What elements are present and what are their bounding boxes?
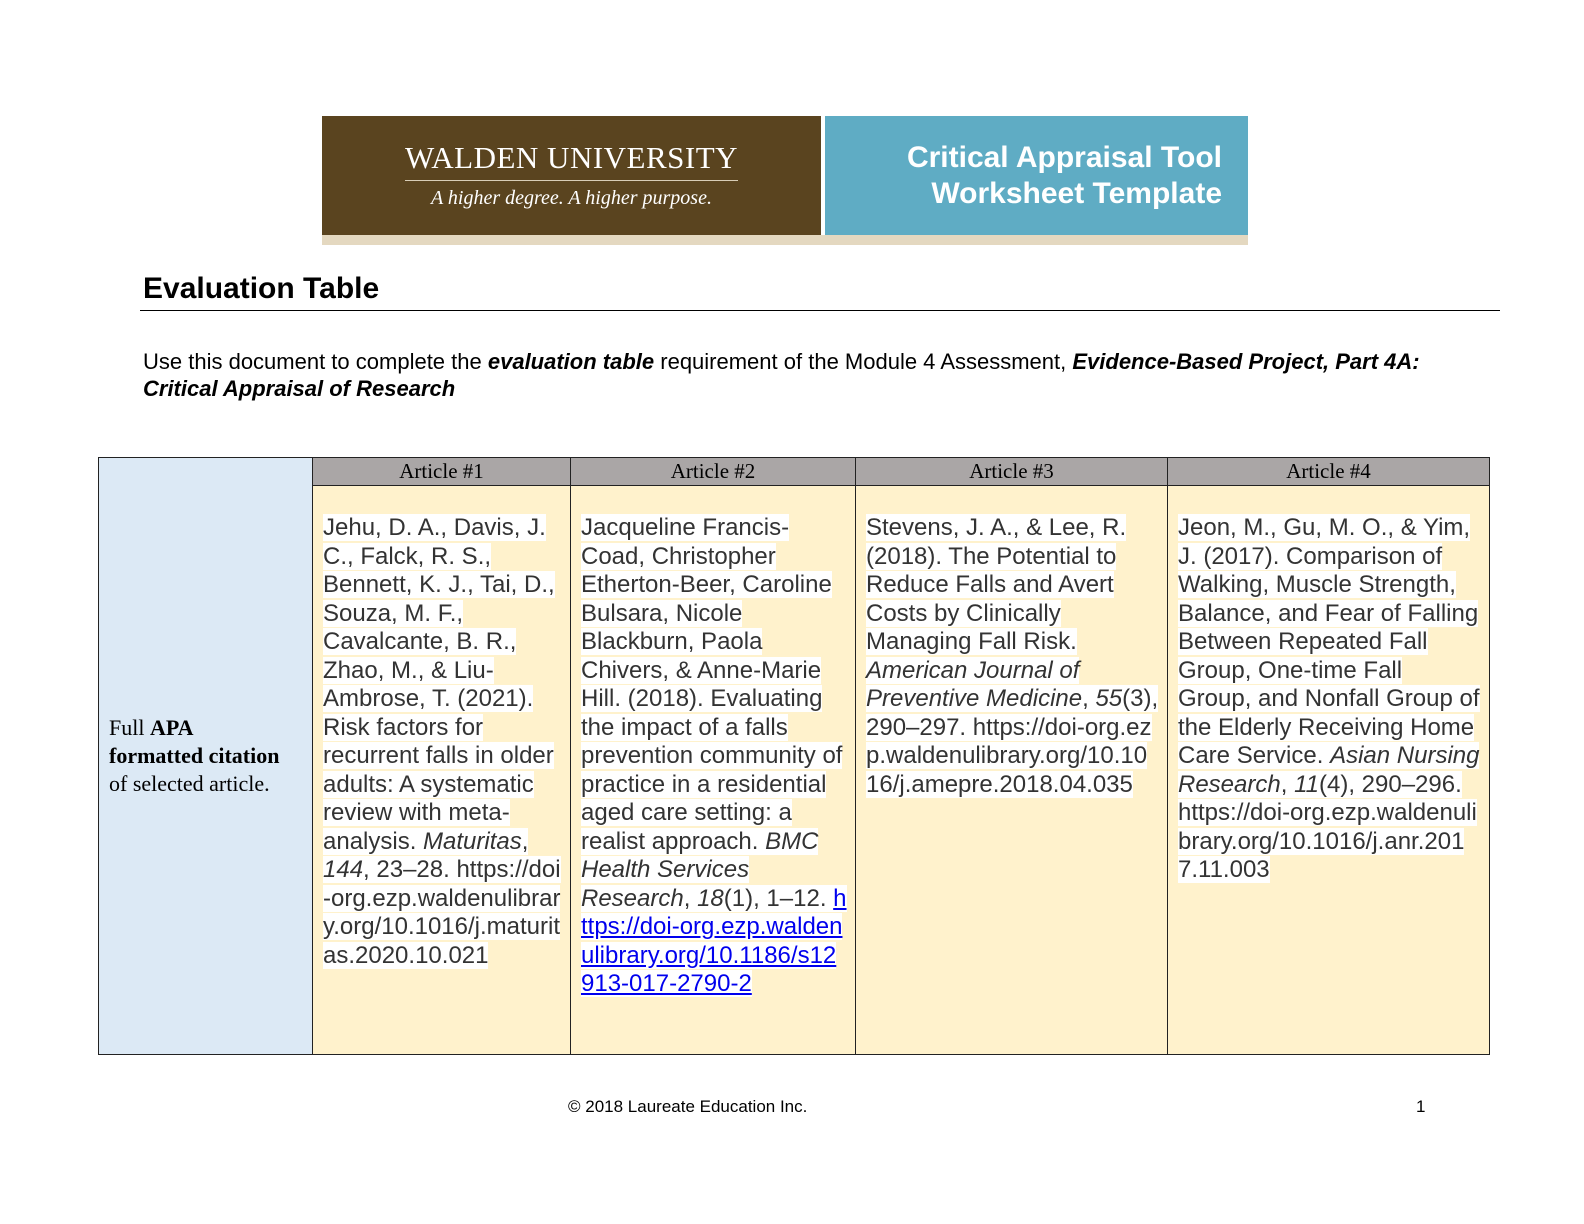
evaluation-table <box>98 457 1490 1055</box>
citation-3-text: Stevens, J. A., & Lee, R. (2018). The Potential to Reduce Falls and Avert Costs by Clinically Managing Fall Risk. <box>866 514 1127 655</box>
citation-4-journal: Asian Nursing Research <box>1178 742 1480 798</box>
citation-cell-article-4 <box>1168 486 1490 1055</box>
row-label-citation <box>99 458 313 1055</box>
intro-emphasis-2: Evidence-Based Project, Part 4A: Critical Appraisal of Research <box>143 349 1420 401</box>
citation-1-journal: Maturitas <box>423 827 522 855</box>
footer-copyright: © 2018 Laureate Education Inc. <box>568 1097 808 1116</box>
citation-3-rest: (3), 290–297. https://doi-org.ezp.waldenulibrary.org/10.1016/j.amepre.2018.04.035 <box>866 685 1159 798</box>
citation-cell-article-2 <box>571 486 856 1055</box>
citation-1-rest: , 23–28. https://doi-org.ezp.waldenulibrary.org/10.1016/j.maturitas.2020.10.021 <box>323 856 561 969</box>
citation-2-volume: 18 <box>697 884 724 912</box>
banner-title-line2: Worksheet Template <box>931 176 1222 210</box>
citation-4-rest: (4), 290–296. https://doi-org.ezp.waldenulibrary.org/10.1016/j.anr.2017.11.003 <box>1178 770 1477 883</box>
citation-4-sep: , <box>1280 770 1295 798</box>
citation-1-volume: 144 <box>323 856 364 883</box>
row-label-bold-formatted: formatted citation <box>109 743 280 768</box>
citation-2-journal: BMC Health Services Research <box>581 827 819 912</box>
logo-tagline: A higher degree. A higher purpose. <box>431 186 712 209</box>
citation-2-doi-link[interactable]: https://doi-org.ezp.waldenulibrary.org/10.1186/s12913-017-2790-2 <box>581 884 847 997</box>
row-label-pre: Full <box>109 715 150 740</box>
citation-3-journal: American Journal of Preventive Medicine <box>866 656 1083 712</box>
banner-title-panel <box>825 116 1248 235</box>
footer-page-number: 1 <box>1416 1097 1426 1116</box>
column-header-article-4: Article #4 <box>1168 458 1490 486</box>
citation-1-text: Jehu, D. A., Davis, J. C., Falck, R. S., Bennett, K. J., Tai, D., Souza, M. F., Cavalcante, B. R., Zhao, M., & Liu-Ambrose, T. (2021). Risk factors for recurrent falls in older adults: A systematic review with meta-analysis. <box>323 514 555 855</box>
header-row <box>99 458 1490 486</box>
column-header-article-1: Article #1 <box>313 458 571 486</box>
header-banner <box>322 116 1248 245</box>
intro-text-2: requirement of the Module 4 Assessment, <box>654 349 1073 374</box>
citation-cell-article-3 <box>856 486 1168 1055</box>
section-title: Evaluation Table <box>143 272 380 305</box>
banner-strip <box>322 235 1248 245</box>
citation-cell-article-1 <box>313 486 571 1055</box>
walden-logo <box>322 116 821 235</box>
section-rule <box>140 310 1500 311</box>
column-header-article-3: Article #3 <box>856 458 1168 486</box>
row-label-post: of selected article. <box>109 771 270 796</box>
citation-1-sep: , <box>521 827 529 855</box>
banner-title-line1: Critical Appraisal Tool <box>906 140 1222 174</box>
citation-3-sep: , <box>1082 685 1096 712</box>
intro-paragraph <box>143 348 1488 402</box>
row-label-bold-apa: APA <box>149 715 194 740</box>
citation-4-text: Jeon, M., Gu, M. O., & Yim, J. (2017). Comparison of Walking, Muscle Strength, Balance, and Fear of Falling Between Repeated Fall Group, One-time Fall Group, and Nonfall Group of the Elderly Receiving Home Care Service. <box>1178 514 1480 769</box>
citation-2-text: Jacqueline Francis-Coad, Christopher Etherton-Beer, Caroline Bulsara, Nicole Blackburn, Paola Chivers, & Anne-Marie Hill. (2018). Evaluating the impact of a falls prevention community of practice in a residential aged care setting: a realist approach. <box>581 514 843 855</box>
intro-text-1: Use this document to complete the <box>143 349 488 374</box>
logo-name: WALDEN UNIVERSITY <box>405 141 738 180</box>
citation-2-rest: (1), 1–12. <box>723 884 834 912</box>
citation-3-volume: 55 <box>1095 685 1123 712</box>
citation-4-volume: 11 <box>1294 770 1319 798</box>
column-header-article-2: Article #2 <box>571 458 856 486</box>
citation-2-sep: , <box>683 884 698 912</box>
intro-emphasis-1: evaluation table <box>487 349 655 374</box>
